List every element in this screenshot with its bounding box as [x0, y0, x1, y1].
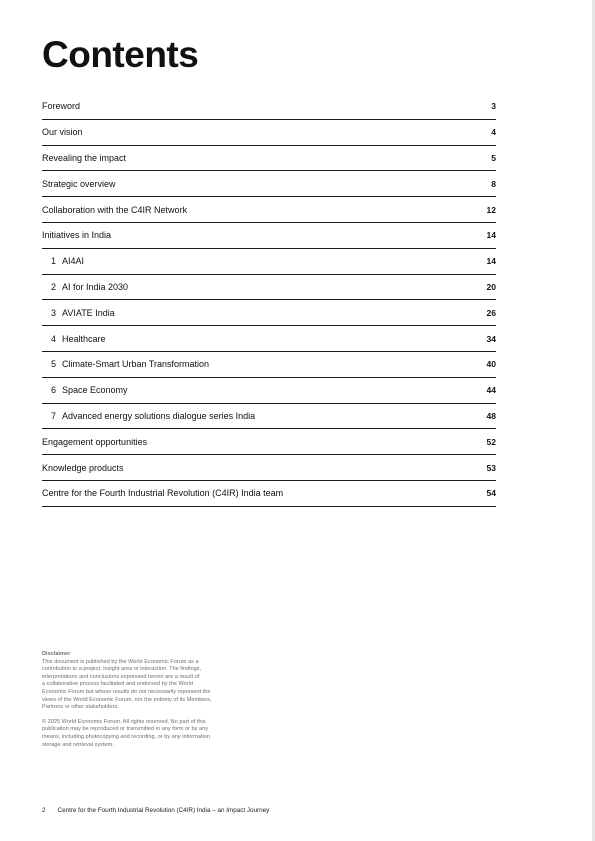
toc-entry: [42, 411, 255, 421]
toc-entry-number: 7: [51, 410, 57, 421]
toc-entry: [42, 463, 124, 473]
disclaimer-line: contribution to a project, insight area or interaction. The findings,: [42, 666, 202, 673]
toc-entry-label: Advanced energy solutions dialogue series India: [62, 410, 256, 421]
toc-entry: [42, 359, 209, 369]
toc-row[interactable]: [42, 94, 496, 120]
toc-entry-label: Space Economy: [62, 385, 128, 396]
toc-row[interactable]: [42, 120, 496, 146]
disclaimer-heading: Disclaimer: [42, 651, 71, 657]
toc-page-number: 53: [486, 462, 496, 473]
disclaimer-line: Partners or other stakeholders.: [42, 704, 119, 711]
toc-row[interactable]: [42, 326, 496, 352]
toc-row[interactable]: [42, 171, 496, 197]
toc-row[interactable]: [42, 404, 496, 430]
toc-entry-label: Foreword: [42, 101, 81, 112]
toc-entry-number: 1: [51, 256, 57, 267]
toc-page-number: 3: [491, 101, 496, 112]
toc-page-number: 40: [486, 359, 496, 370]
disclaimer-body: [42, 659, 272, 712]
toc-entry: [42, 334, 106, 344]
toc-entry-number: 6: [51, 385, 57, 396]
disclaimer-line: © 2025 World Economic Forum. All rights reserved. No part of this: [42, 718, 206, 725]
toc-entry-label: Centre for the Fourth Industrial Revolution (C4IR) India team: [42, 488, 284, 499]
toc-row[interactable]: [42, 249, 496, 275]
toc-entry: [42, 127, 83, 137]
toc-entry: [42, 282, 128, 292]
footer-page-number: 2: [42, 807, 46, 814]
toc-page-number: 8: [491, 178, 496, 189]
toc-entry: [42, 153, 126, 163]
disclaimer: [42, 651, 272, 749]
toc-page-number: 14: [486, 256, 496, 267]
toc-entry-label: Initiatives in India: [42, 230, 112, 241]
toc-page-number: 52: [486, 436, 496, 447]
toc-row[interactable]: [42, 429, 496, 455]
disclaimer-line: interpretations and conclusions expressed herein are a result of: [42, 673, 200, 680]
disclaimer-line: views of the World Economic Forum, nor the entirety of its Members,: [42, 696, 212, 703]
toc-page-number: 26: [486, 307, 496, 318]
toc-entry: [42, 230, 111, 240]
footer-title: Centre for the Fourth Industrial Revolution (C4IR) India – an Impact Journey: [57, 807, 270, 814]
toc-row[interactable]: [42, 455, 496, 481]
toc-entry: [42, 101, 80, 111]
toc-page-number: 14: [486, 230, 496, 241]
toc-row[interactable]: [42, 223, 496, 249]
disclaimer-line: storage and retrieval system.: [42, 741, 114, 748]
toc-entry-label: AI4AI: [62, 256, 85, 267]
toc-entry-label: Our vision: [42, 127, 83, 138]
toc-entry: [42, 385, 128, 395]
disclaimer-line: This document is published by the World Economic Forum as a: [42, 658, 199, 665]
toc-row[interactable]: [42, 481, 496, 507]
copyright-notice: [42, 719, 272, 749]
disclaimer-line: publication may be reproduced or transmitted in any form or by any: [42, 726, 209, 733]
toc-page-number: 54: [486, 488, 496, 499]
toc-entry: [42, 437, 147, 447]
toc-page-number: 4: [491, 127, 496, 138]
toc-entry-label: Strategic overview: [42, 178, 116, 189]
toc-entry-label: Knowledge products: [42, 462, 124, 473]
toc-page-number: 20: [486, 281, 496, 292]
toc-entry: [42, 179, 116, 189]
table-of-contents: [42, 94, 496, 507]
toc-entry: [42, 256, 84, 266]
toc-row[interactable]: [42, 378, 496, 404]
toc-entry-label: Healthcare: [62, 333, 106, 344]
toc-entry-label: AVIATE India: [62, 307, 115, 318]
toc-entry-label: Revealing the impact: [42, 152, 127, 163]
toc-row[interactable]: [42, 197, 496, 223]
toc-entry-label: Collaboration with the C4IR Network: [42, 204, 188, 215]
toc-row[interactable]: [42, 146, 496, 172]
toc-entry-label: Climate-Smart Urban Transformation: [62, 359, 210, 370]
toc-entry-number: 4: [51, 333, 57, 344]
disclaimer-line: a collaborative process facilitated and endorsed by the World: [42, 681, 194, 688]
toc-row[interactable]: [42, 275, 496, 301]
toc-page-number: 5: [491, 152, 496, 163]
page-footer: [42, 807, 269, 814]
toc-entry: [42, 308, 115, 318]
toc-page-number: 48: [486, 410, 496, 421]
toc-entry-number: 5: [51, 359, 57, 370]
toc-entry: [42, 205, 187, 215]
disclaimer-line: Economic Forum but whose results do not necessarily represent the: [42, 688, 211, 695]
toc-entry-label: Engagement opportunities: [42, 436, 148, 447]
toc-page-number: 34: [486, 333, 496, 344]
toc-row[interactable]: [42, 352, 496, 378]
disclaimer-line: means, including photocopying and recording, or by any information: [42, 733, 210, 740]
toc-page-number: 12: [486, 204, 496, 215]
toc-entry-number: 3: [51, 307, 57, 318]
toc-entry-label: AI for India 2030: [62, 281, 129, 292]
toc-entry: [42, 488, 283, 498]
toc-row[interactable]: [42, 300, 496, 326]
page-title: Contents: [42, 34, 199, 75]
toc-page-number: 44: [486, 385, 496, 396]
toc-entry-number: 2: [51, 281, 57, 292]
